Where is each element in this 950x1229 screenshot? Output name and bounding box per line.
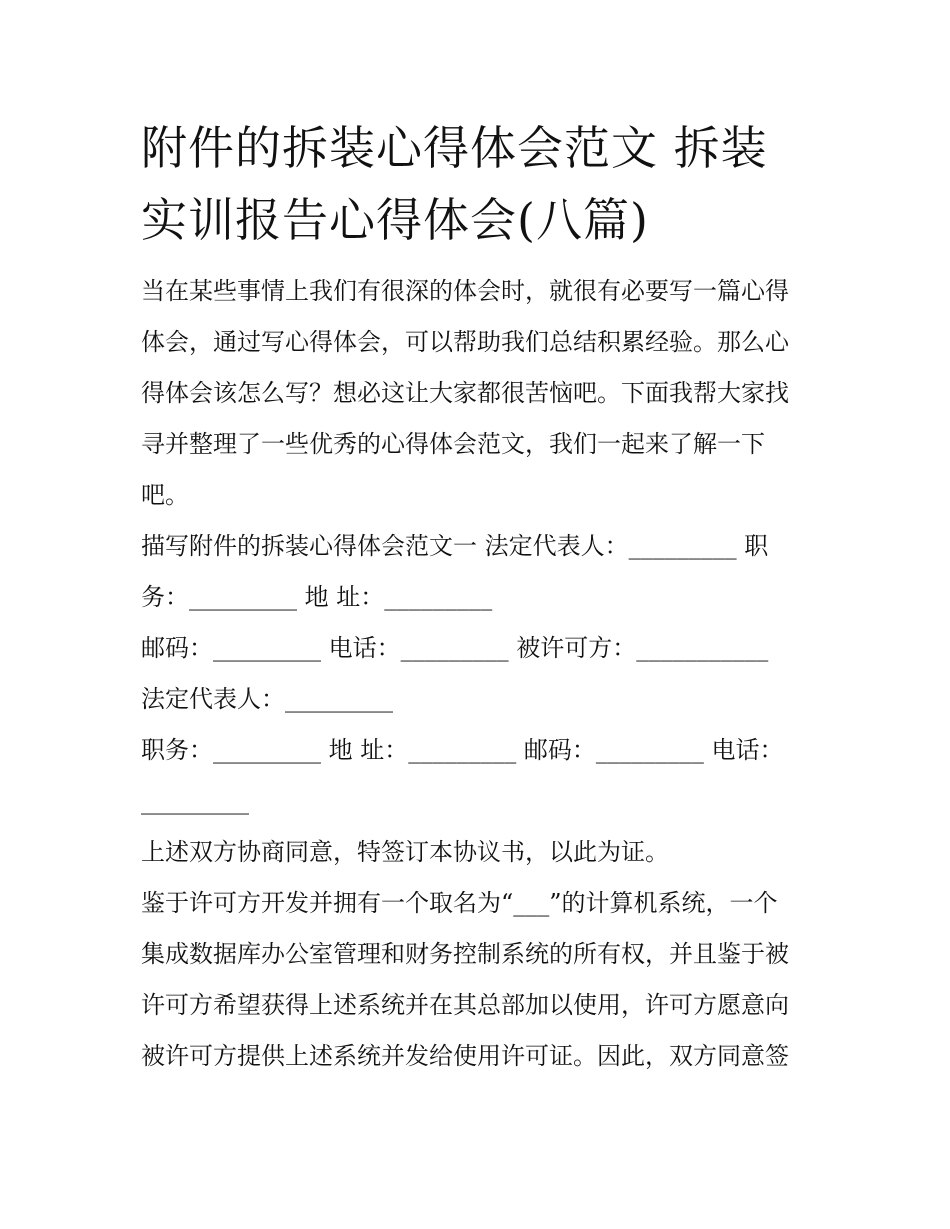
document-body bbox=[141, 266, 821, 1082]
body-line: 得体会该怎么写？想必这让大家都很苦恼吧。下面我帮大家找 bbox=[141, 379, 789, 407]
body-line: 当在某些事情上我们有很深的体会时，就很有必要写一篇心得 bbox=[141, 277, 789, 305]
body-line: 寻并整理了一些优秀的心得体会范文，我们一起来了解一下 bbox=[141, 430, 765, 458]
title-line-2: 实训报告心得体会(八篇) bbox=[141, 193, 649, 247]
body-line: 体会，通过写心得体会，可以帮助我们总结积累经验。那么心 bbox=[141, 328, 789, 356]
body-line: 职务：_________ 地 址：_________ 邮码：_________ 电话： bbox=[141, 736, 784, 764]
body-line: _________ bbox=[141, 787, 249, 815]
body-line: 许可方希望获得上述系统并在其总部加以使用，许可方愿意向 bbox=[141, 991, 789, 1019]
body-line: 吧。 bbox=[141, 481, 189, 509]
document-content bbox=[141, 112, 821, 1082]
body-line: 务：_________ 地 址：_________ bbox=[141, 583, 493, 611]
document-title bbox=[141, 112, 821, 256]
body-line: 邮码：_________ 电话：_________ 被许可方：___________ bbox=[141, 634, 769, 662]
body-line: 法定代表人：_________ bbox=[141, 685, 393, 713]
body-line: 上述双方协商同意，特签订本协议书，以此为证。 bbox=[141, 838, 669, 866]
body-line: 集成数据库办公室管理和财务控制系统的所有权，并且鉴于被 bbox=[141, 940, 789, 968]
title-line-1: 附件的拆装心得体会范文 拆装 bbox=[141, 121, 768, 175]
body-line: 描写附件的拆装心得体会范文一 法定代表人：_________ 职 bbox=[141, 532, 769, 560]
body-line: 鉴于许可方开发并拥有一个取名为“___”的计算机系统，一个 bbox=[141, 889, 778, 917]
body-line: 被许可方提供上述系统并发给使用许可证。因此，双方同意签 bbox=[141, 1042, 789, 1070]
